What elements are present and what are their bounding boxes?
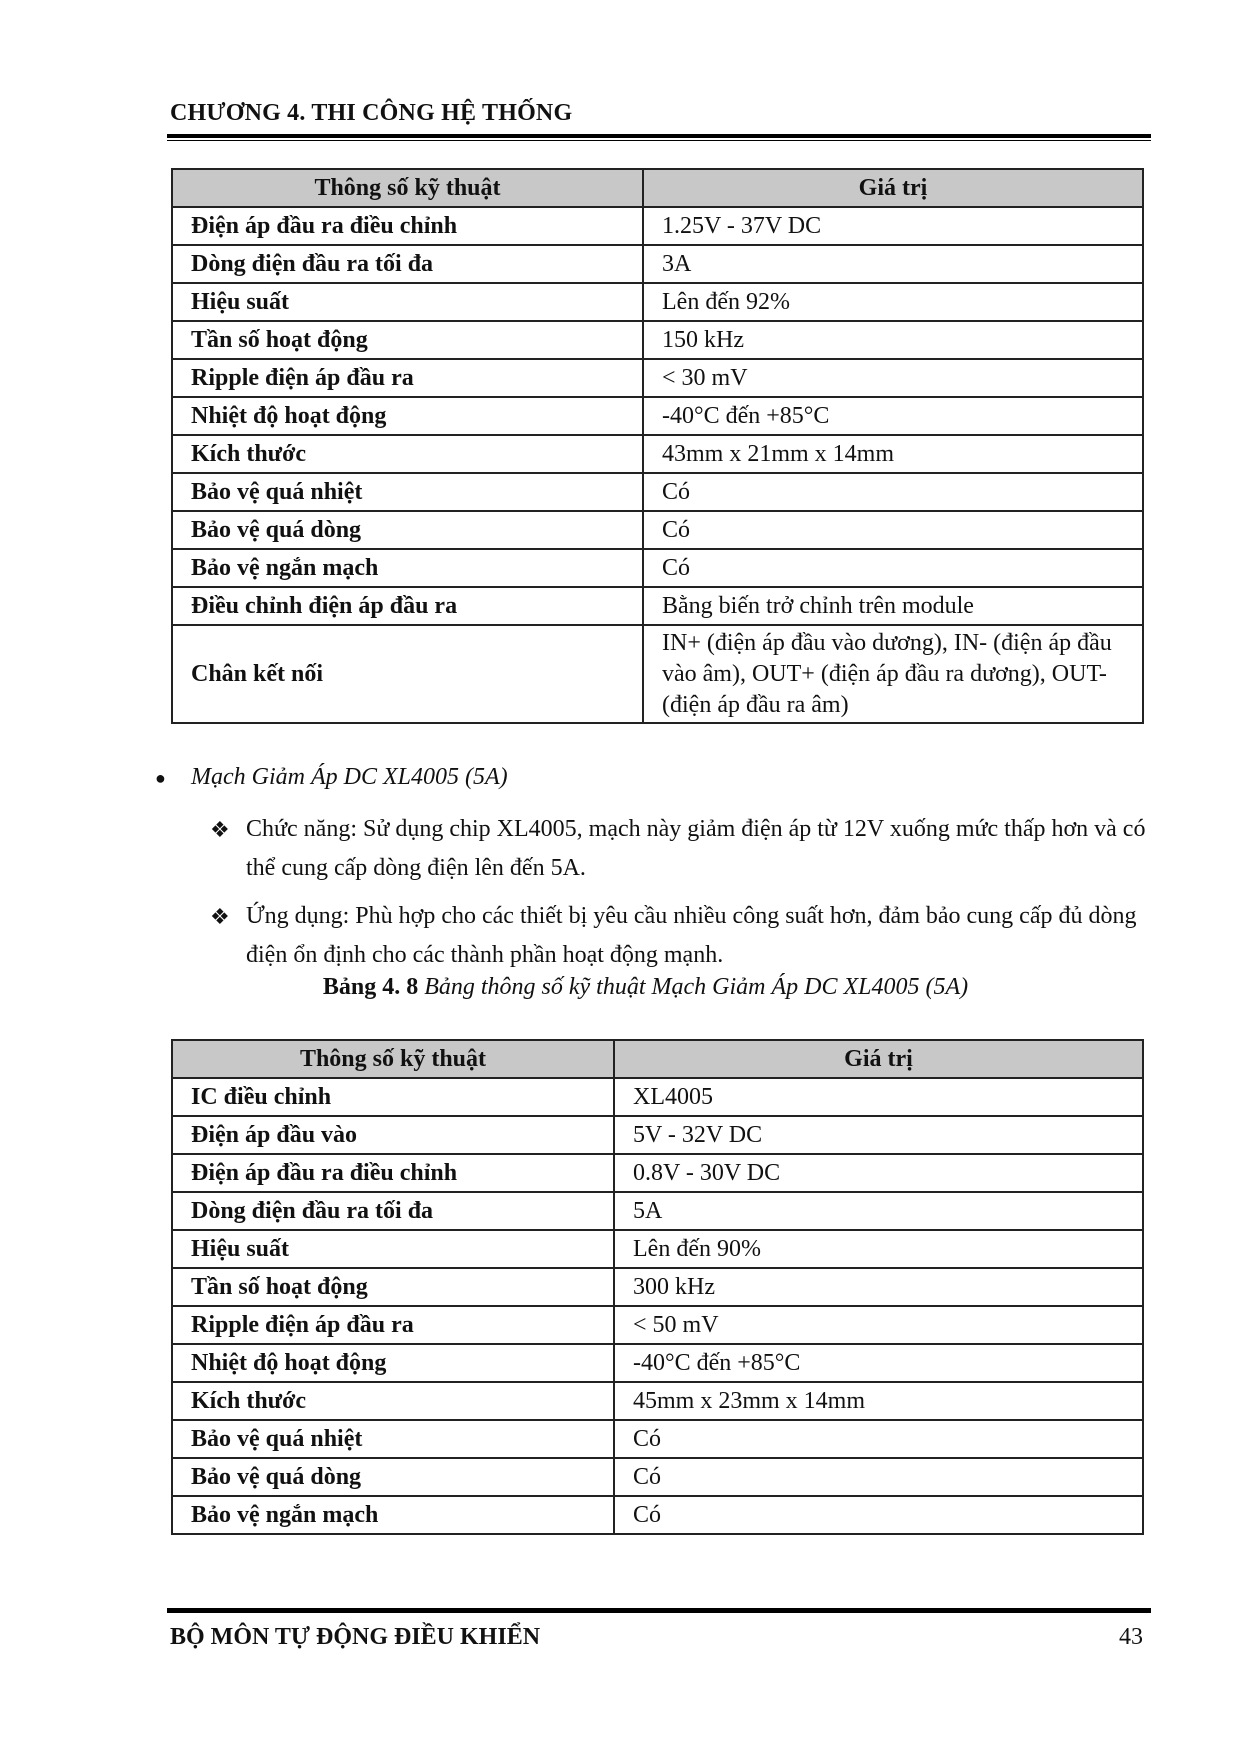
value-cell: 3A [643, 245, 1143, 283]
value-cell: Bằng biến trở chỉnh trên module [643, 587, 1143, 625]
param-cell: Nhiệt độ hoạt động [172, 397, 643, 435]
value-cell: 43mm x 21mm x 14mm [643, 435, 1143, 473]
param-cell: Bảo vệ quá dòng [172, 1458, 614, 1496]
table-row [172, 1344, 1143, 1382]
param-cell: Dòng điện đầu ra tối đa [172, 245, 643, 283]
param-cell: Bảo vệ ngắn mạch [172, 1496, 614, 1534]
param-cell: Bảo vệ quá nhiệt [172, 473, 643, 511]
table-header-row [172, 1040, 1143, 1078]
table-row [172, 359, 1143, 397]
value-cell: Lên đến 92% [643, 283, 1143, 321]
param-cell: Hiệu suất [172, 1230, 614, 1268]
value-cell: Có [643, 549, 1143, 587]
table-caption [0, 974, 1241, 1001]
table-row [172, 625, 1143, 723]
value-cell: 0.8V - 30V DC [614, 1154, 1143, 1192]
bullet-dot-icon: ● [155, 768, 166, 788]
caption-label: Bảng 4. 8 [322, 974, 419, 1000]
param-cell: Ripple điện áp đầu ra [172, 359, 643, 397]
value-cell: < 50 mV [614, 1306, 1143, 1344]
param-cell: Tần số hoạt động [172, 1268, 614, 1306]
value-cell: 1.25V - 37V DC [643, 207, 1143, 245]
table-header-row [172, 169, 1143, 207]
value-cell: Có [614, 1458, 1143, 1496]
value-cell: < 30 mV [643, 359, 1143, 397]
param-cell: IC điều chỉnh [172, 1078, 614, 1116]
spec-table-lm2596 [171, 168, 1144, 724]
param-cell: Bảo vệ ngắn mạch [172, 549, 643, 587]
footer-department: BỘ MÔN TỰ ĐỘNG ĐIỀU KHIỂN [170, 1624, 541, 1650]
param-cell: Điều chỉnh điện áp đầu ra [172, 587, 643, 625]
table-row [172, 1192, 1143, 1230]
section-bullet-title: Mạch Giảm Áp DC XL4005 (5A) [191, 764, 508, 790]
table-row [172, 1078, 1143, 1116]
table-row [172, 1116, 1143, 1154]
param-cell: Nhiệt độ hoạt động [172, 1344, 614, 1382]
list-item-application [210, 897, 1156, 975]
column-header-param: Thông số kỹ thuật [172, 1040, 614, 1078]
value-cell: 5V - 32V DC [614, 1116, 1143, 1154]
value-cell: 150 kHz [643, 321, 1143, 359]
table-row [172, 1268, 1143, 1306]
table-row [172, 1230, 1143, 1268]
param-cell: Tần số hoạt động [172, 321, 643, 359]
value-cell: Có [614, 1496, 1143, 1534]
value-cell: Lên đến 90% [614, 1230, 1143, 1268]
value-cell: -40°C đến +85°C [614, 1344, 1143, 1382]
param-cell: Kích thước [172, 435, 643, 473]
table-row [172, 549, 1143, 587]
param-cell: Dòng điện đầu ra tối đa [172, 1192, 614, 1230]
column-header-param: Thông số kỹ thuật [172, 169, 643, 207]
header-rule [167, 134, 1151, 138]
param-cell: Điện áp đầu vào [172, 1116, 614, 1154]
list-item-text: Chức năng: Sử dụng chip XL4005, mạch này giảm điện áp từ 12V xuống mức thấp hơn và có thể cung cấp dòng điện lên đến 5A. [246, 816, 1146, 881]
value-cell: IN+ (điện áp đầu vào dương), IN- (điện áp đầu vào âm), OUT+ (điện áp đầu ra dương), OUT- (điện áp đầu ra âm) [643, 625, 1143, 723]
table-row [172, 1382, 1143, 1420]
table-row [172, 435, 1143, 473]
column-header-value: Giá trị [643, 169, 1143, 207]
value-cell: XL4005 [614, 1078, 1143, 1116]
table-row [172, 1420, 1143, 1458]
param-cell: Ripple điện áp đầu ra [172, 1306, 614, 1344]
param-cell: Hiệu suất [172, 283, 643, 321]
value-cell: -40°C đến +85°C [643, 397, 1143, 435]
value-cell: 300 kHz [614, 1268, 1143, 1306]
page-header-title: CHƯƠNG 4. THI CÔNG HỆ THỐNG [170, 100, 573, 126]
table-row [172, 207, 1143, 245]
header-rule-thin [167, 140, 1151, 141]
diamond-bullet-icon: ❖ [210, 817, 230, 842]
value-cell: Có [643, 511, 1143, 549]
table-row [172, 1458, 1143, 1496]
param-cell: Bảo vệ quá nhiệt [172, 1420, 614, 1458]
value-cell: Có [643, 473, 1143, 511]
section-bullet [155, 764, 508, 791]
table-row [172, 473, 1143, 511]
table-row [172, 245, 1143, 283]
footer-rule [167, 1608, 1151, 1613]
table-row [172, 1154, 1143, 1192]
table-row [172, 321, 1143, 359]
table-row [172, 1496, 1143, 1534]
param-cell: Bảo vệ quá dòng [172, 511, 643, 549]
table-row [172, 397, 1143, 435]
caption-text: Bảng thông số kỹ thuật Mạch Giảm Áp DC XL4005 (5A) [424, 974, 969, 1000]
table-row [172, 587, 1143, 625]
table-row [172, 283, 1143, 321]
param-cell: Chân kết nối [172, 625, 643, 723]
param-cell: Kích thước [172, 1382, 614, 1420]
value-cell: 5A [614, 1192, 1143, 1230]
list-item-text: Ứng dụng: Phù hợp cho các thiết bị yêu cầu nhiều công suất hơn, đảm bảo cung cấp đủ dòng điện ổn định cho các thành phần hoạt động mạnh. [246, 903, 1137, 968]
table-row [172, 1306, 1143, 1344]
param-cell: Điện áp đầu ra điều chỉnh [172, 1154, 614, 1192]
page-number: 43 [1119, 1624, 1143, 1650]
spec-table-xl4005 [171, 1039, 1144, 1535]
column-header-value: Giá trị [614, 1040, 1143, 1078]
diamond-bullet-icon: ❖ [210, 904, 230, 929]
list-item-function [210, 810, 1156, 888]
value-cell: 45mm x 23mm x 14mm [614, 1382, 1143, 1420]
table-row [172, 511, 1143, 549]
param-cell: Điện áp đầu ra điều chỉnh [172, 207, 643, 245]
value-cell: Có [614, 1420, 1143, 1458]
